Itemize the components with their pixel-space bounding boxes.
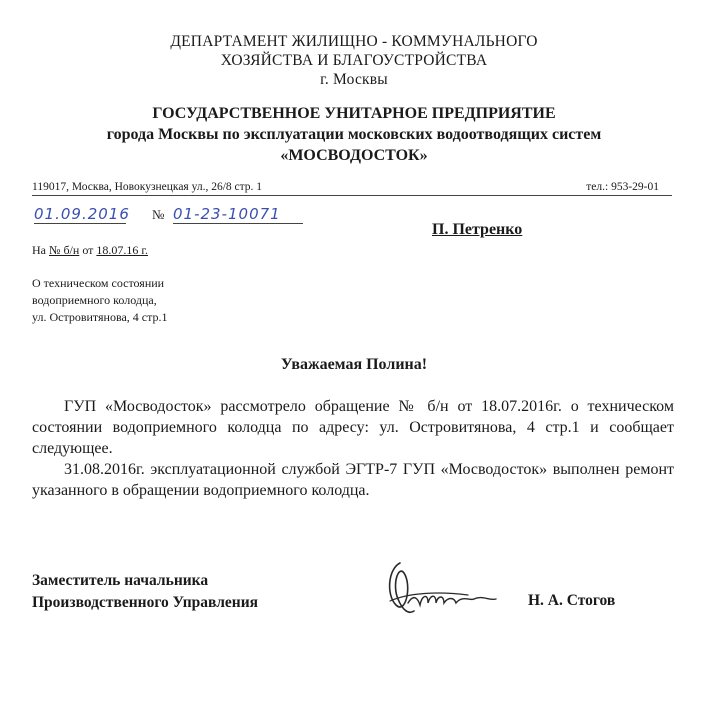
signer-name: Н. А. Стогов <box>528 592 616 609</box>
department-line-2: ХОЗЯЙСТВА И БЛАГОУСТРОЙСТВА <box>220 52 488 69</box>
greeting: Уважаемая Полина! <box>280 356 428 373</box>
reference-date: 18.07.16 г. <box>96 243 148 257</box>
reference-number: № б/н <box>49 243 80 257</box>
subject-line: водоприемного колодца, <box>32 293 157 307</box>
company-phone: тел.: 953-29-01 <box>586 181 659 193</box>
department-line-1: ДЕПАРТАМЕНТ ЖИЛИЩНО - КОММУНАЛЬНОГО <box>170 33 538 50</box>
recipient-name: П. Петренко <box>432 221 523 238</box>
subject-line: О техническом состоянии <box>32 276 165 290</box>
reference-line <box>32 243 148 258</box>
signer-title <box>32 570 258 614</box>
number-sign: № <box>152 207 165 222</box>
subject-block <box>32 275 168 326</box>
body-paragraph: 31.08.2016г. эксплуатационной службой ЭГТР-7 ГУП «Мосводосток» выполнен ремонт указанного в обращении водоприемного колодца. <box>32 461 674 499</box>
subject-line: ул. Островитянова, 4 стр.1 <box>32 310 168 324</box>
company-line-3: «МОСВОДОСТОК» <box>280 147 428 164</box>
registration-date: 01.09.2016 <box>34 205 130 223</box>
letter-body <box>32 396 674 501</box>
company-line-1: ГОСУДАРСТВЕННОЕ УНИТАРНОЕ ПРЕДПРИЯТИЕ <box>152 105 556 122</box>
registration-number: 01-23-10071 <box>173 205 303 224</box>
company-address: 119017, Москва, Новокузнецкая ул., 26/8 стр. 1 <box>32 181 263 193</box>
body-paragraph: ГУП «Мосводосток» рассмотрело обращение № б/н от 18.07.2016г. о техническом состоянии водоприемного колодца по адресу: ул. Островитянова, 4 стр.1 и сообщает следующее. <box>32 398 674 457</box>
reference-from: от <box>82 243 94 257</box>
reference-prefix: На <box>32 243 46 257</box>
signer-title-line-1: Заместитель начальника <box>32 572 209 589</box>
address-rule <box>32 195 672 196</box>
signer-title-line-2: Производственного Управления <box>32 594 259 611</box>
department-line-3: г. Москвы <box>320 71 388 88</box>
address-line <box>32 181 672 197</box>
handwritten-signature <box>378 555 528 625</box>
company-line-2: города Москвы по эксплуатации московских водоотводящих систем <box>106 126 602 143</box>
